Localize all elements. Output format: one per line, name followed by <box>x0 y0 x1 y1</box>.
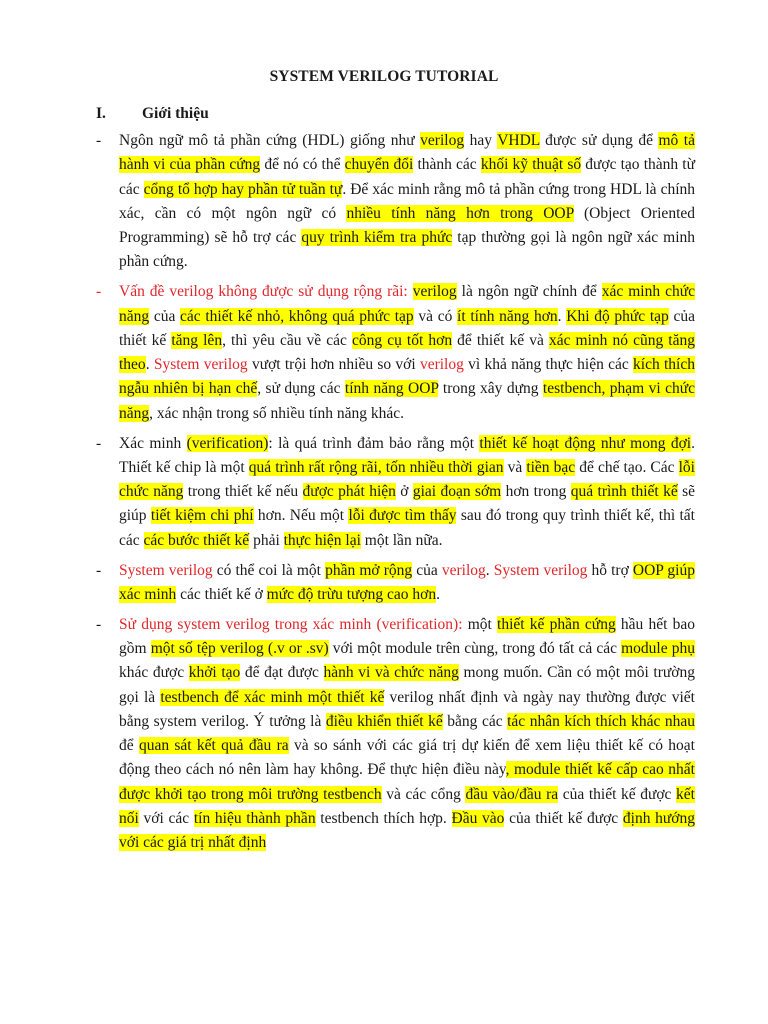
highlighted-text: khối kỹ thuật số <box>480 156 582 174</box>
highlighted-text: xác minh chức năng <box>119 283 696 325</box>
highlighted-text: tiền bạc <box>526 458 576 476</box>
highlighted-text: một số tệp verilog (.v or .sv) <box>150 639 329 657</box>
body-text: được sử dụng để <box>539 132 659 149</box>
highlighted-text: verilog <box>420 132 465 149</box>
body-text: (Object Oriented Programming) sẽ hỗ trợ các <box>119 204 695 247</box>
bullet-dash: - <box>96 283 102 301</box>
paragraph-3 <box>96 432 695 553</box>
highlighted-text: đầu vào/đầu ra <box>465 785 559 803</box>
body-text: . <box>557 307 567 325</box>
body-text: của <box>149 307 181 325</box>
highlighted-text: OOP giúp xác minh <box>119 561 695 603</box>
body-text: sau đó trong quy trình thiết kế, thì tất các <box>119 507 695 549</box>
body-text: để nó có thể <box>260 156 345 174</box>
body-text: các thiết kế ở <box>176 585 267 603</box>
bullet-dash: - <box>96 434 102 452</box>
body-text: một <box>462 615 498 633</box>
body-text: : là quá trình đảm bảo rằng một <box>268 434 480 452</box>
body-text: vì khả năng thực hiện các <box>463 356 634 374</box>
document-title: SYSTEM VERILOG TUTORIAL <box>269 68 499 85</box>
highlighted-text: VHDL <box>497 132 540 149</box>
body-text: verilog nhất định và ngày nay thường được viết bằng system verilog. Ý tưởng là <box>119 688 695 730</box>
highlighted-text: Khi độ phức tạp <box>566 307 669 325</box>
highlighted-text: kết nối <box>119 785 695 828</box>
highlighted-text: tăng lên <box>171 331 223 349</box>
body-text: một lần nữa. <box>360 531 443 549</box>
highlighted-text: lỗi chức năng <box>119 458 695 501</box>
body-text: để đạt được <box>240 664 324 682</box>
body-text: vượt trội hơn nhiều so với <box>247 356 420 374</box>
highlighted-text: verilog <box>412 283 457 301</box>
bullet-dash: - <box>96 615 102 633</box>
body-text: , xác nhận trong số nhiều tính năng khác. <box>149 404 404 422</box>
body-text: và các cổng <box>381 785 466 803</box>
highlighted-text: tiết kiệm chi phí <box>150 507 254 525</box>
document-body <box>96 129 695 861</box>
body-text: sẽ giúp <box>119 483 695 525</box>
highlighted-text: công cụ tốt hơn <box>352 331 453 349</box>
body-text: khác được <box>119 664 189 682</box>
highlighted-text: điều khiển thiết kế <box>325 712 443 730</box>
body-text: ở <box>395 483 413 501</box>
body-text: phải <box>249 531 284 549</box>
red-text: Sử dụng system verilog trong xác minh (verification): <box>119 615 463 633</box>
body-text: . Thiết kế chip là một <box>119 434 695 476</box>
body-text: . <box>436 585 440 603</box>
body-text: . <box>485 561 494 579</box>
body-text: của thiết kế <box>119 307 695 349</box>
body-text: là ngôn ngữ chính để <box>456 283 602 301</box>
highlighted-text: thiết kế hoạt động như mong đợi <box>479 434 692 452</box>
body-text: của <box>412 561 442 579</box>
highlighted-text: , module thiết kế cấp cao nhất được khởi tạo trong môi trường testbench <box>119 761 695 803</box>
highlighted-text: xác minh nó cũng tăng theo <box>119 331 695 374</box>
highlighted-text: khởi tạo <box>188 664 241 682</box>
highlighted-text: quan sát kết quả đầu ra <box>138 737 289 755</box>
body-text: testbench thích hợp. <box>315 810 452 828</box>
highlighted-text: kích thích ngẫu nhiên bị hạn chế <box>119 356 695 398</box>
highlighted-text: (verification) <box>186 434 269 452</box>
body-text: và <box>503 458 527 476</box>
highlighted-text: thực hiện lại <box>283 531 361 549</box>
body-text: để chế tạo. Các <box>575 458 679 476</box>
highlighted-text: lỗi được tìm thấy <box>348 507 457 525</box>
highlighted-text: chuyển đổi <box>344 156 414 174</box>
highlighted-text: tính năng OOP <box>344 380 439 398</box>
highlighted-text: giai đoạn sớm <box>412 483 502 501</box>
body-text <box>408 283 413 300</box>
highlighted-text: hành vi và chức năng <box>323 664 459 682</box>
bullet-dash: - <box>96 561 102 579</box>
body-text: hỗ trợ <box>587 561 633 579</box>
highlighted-text: ít tính năng hơn <box>457 307 558 325</box>
body-text: tạp thường gọi là ngôn ngữ xác minh phần cứng. <box>119 229 695 271</box>
red-text: Vấn đề verilog không được sử dụng rộng rãi: <box>119 283 408 301</box>
paragraph-1 <box>96 129 695 275</box>
highlighted-text: nhiều tính năng hơn trong OOP <box>346 204 574 222</box>
body-text: và có <box>413 307 458 325</box>
highlighted-text: thiết kế phần cứng <box>497 615 616 633</box>
red-text: System verilog <box>493 561 588 579</box>
highlighted-text: mức độ trừu tượng cao hơn <box>266 585 437 603</box>
red-text: verilog <box>419 356 464 374</box>
body-text: , sử dụng các <box>257 380 345 398</box>
highlighted-text: phần mở rộng <box>325 561 413 579</box>
red-text: verilog <box>441 561 486 579</box>
body-text: với một module trên cùng, trong đó tất cả các <box>328 639 622 657</box>
section-number: I. <box>96 105 106 122</box>
body-text: . Để xác minh rằng mô tả phần cứng trong HDL là chính xác, cần có một ngôn ngữ có <box>119 180 696 222</box>
body-text: và so sánh với các giá trị dự kiến để xem liệu thiết kế có hoạt động theo cách nó nên làm hay không. Để thực hiện điều này <box>119 737 695 779</box>
body-text: được tạo thành từ các <box>119 156 695 198</box>
body-text: bằng các <box>442 712 508 730</box>
highlighted-text: các thiết kế nhỏ, không quá phức tạp <box>180 307 414 325</box>
body-text: Xác minh <box>119 434 187 452</box>
highlighted-text: được phát hiện <box>302 483 396 501</box>
highlighted-text: quá trình rất rộng rãi, tốn nhiều thời gian <box>248 458 504 476</box>
body-text: trong xây dựng <box>438 380 543 398</box>
body-text: hay <box>464 132 498 149</box>
body-text: để thiết kế và <box>452 331 549 349</box>
paragraph-4 <box>96 559 695 608</box>
highlighted-text: quy trình kiểm tra phức <box>301 229 453 247</box>
body-text: , thì yêu cầu về các <box>222 331 352 349</box>
highlighted-text: quá trình thiết kế <box>570 483 678 501</box>
body-text: của thiết kế được <box>558 785 677 803</box>
body-text: . <box>145 356 154 374</box>
body-text: hơn trong <box>501 483 571 501</box>
highlighted-text: testbench để xác minh một thiết kế <box>160 688 385 706</box>
body-text: thành các <box>413 156 481 174</box>
highlighted-text: cổng tổ hợp hay phần tử tuần tự <box>143 180 343 198</box>
body-text: của thiết kế được <box>504 810 623 828</box>
body-text: mong muốn. Cần có một môi trường gọi là <box>119 664 695 706</box>
highlighted-text: Đầu vào <box>451 810 505 828</box>
highlighted-text: các bước thiết kế <box>143 531 250 549</box>
section-heading <box>96 105 209 123</box>
body-text: Ngôn ngữ mô tả phần cứng (HDL) giống như <box>119 132 421 149</box>
body-text: để <box>119 737 139 755</box>
section-label: Giới thiệu <box>142 105 209 122</box>
highlighted-text: module phụ <box>621 639 695 657</box>
body-text: trong thiết kế nếu <box>183 483 303 501</box>
paragraph-2 <box>96 280 695 426</box>
red-text: System verilog <box>153 356 248 374</box>
body-text: với các <box>138 810 194 828</box>
body-text: hầu hết bao gồm <box>119 615 696 657</box>
paragraph-5 <box>96 613 695 856</box>
highlighted-text: testbench, phạm vi chức năng <box>119 380 696 422</box>
body-text: có thể coi là một <box>212 561 326 579</box>
highlighted-text: tín hiệu thành phần <box>193 810 316 828</box>
highlighted-text: mô tả hành vi của phần cứng <box>119 132 695 174</box>
highlighted-text: định hướng với các giá trị nhất định <box>119 810 696 852</box>
red-text: System verilog <box>119 561 213 579</box>
bullet-dash: - <box>96 132 102 149</box>
body-text: hơn. Nếu một <box>253 507 349 525</box>
highlighted-text: tác nhân kích thích khác nhau <box>507 712 695 730</box>
